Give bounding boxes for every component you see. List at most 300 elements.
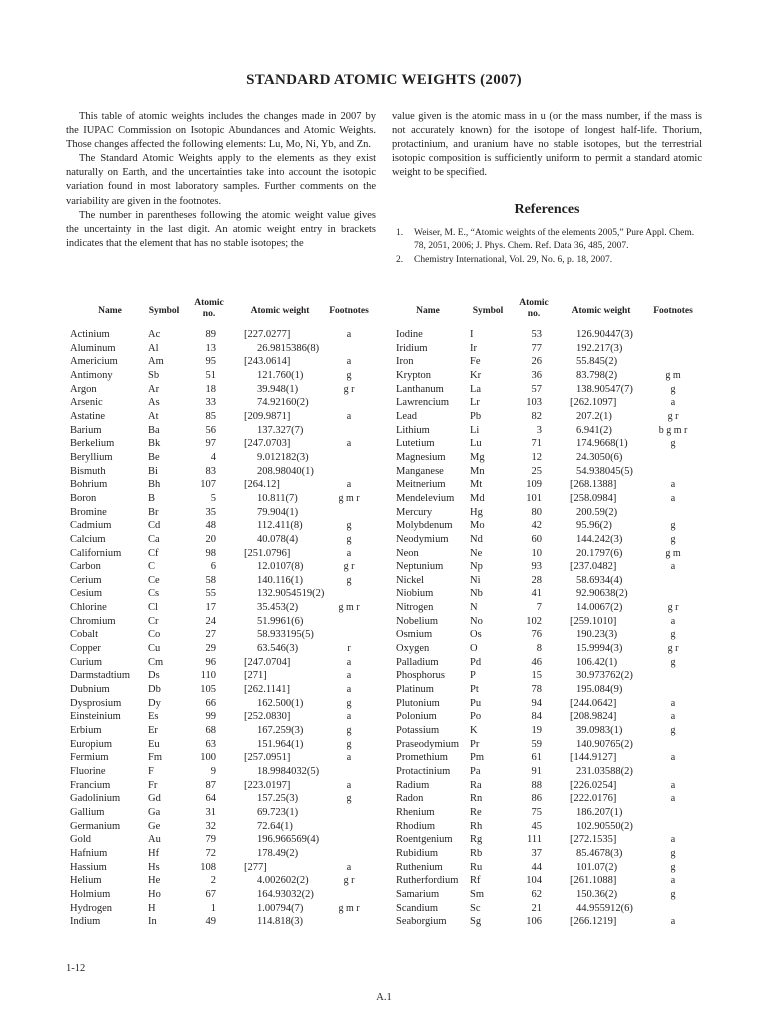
cell-atomic-no: 78 (531, 684, 542, 696)
cell-symbol: Db (148, 684, 161, 696)
cell-weight: 164.93032(2) (257, 888, 314, 900)
cell-weight: [223.0197] (244, 779, 291, 791)
cell-atomic-no: 28 (531, 574, 542, 586)
cell-footnotes: g (346, 574, 352, 586)
cell-footnotes: g (670, 383, 676, 395)
cell-weight: 114.818(3) (257, 916, 303, 928)
cell-atomic-no: 20 (205, 533, 216, 545)
cell-symbol: Rf (470, 875, 481, 887)
cell-footnotes: g r (343, 875, 355, 887)
cell-name: Californium (70, 547, 122, 559)
cell-weight: 15.9994(3) (576, 643, 623, 655)
cell-weight: 126.90447(3) (576, 329, 633, 340)
cell-weight: 74.92160(2) (257, 397, 309, 409)
cell-atomic-no: 86 (531, 793, 542, 805)
reference-text: Weiser, M. E., “Atomic weights of the elements 2005,” Pure Appl. Chem. 78, 2051, 2006; J. Phys. Chem. Ref. Data 36, 485, 2007. (414, 228, 695, 251)
cell-symbol: Li (470, 424, 480, 436)
cell-atomic-no: 32 (205, 820, 216, 832)
cell-footnotes: a (670, 492, 676, 504)
cell-atomic-no: 83 (205, 465, 216, 477)
header-atomic-no: Atomic no. (519, 298, 549, 319)
cell-footnotes: r (347, 643, 351, 655)
cell-weight: [266.1219] (570, 916, 617, 928)
cell-atomic-no: 5 (210, 492, 216, 504)
cell-weight: 30.973762(2) (576, 670, 633, 682)
references-heading: References (514, 202, 580, 217)
reference-number: 2. (396, 255, 404, 265)
cell-atomic-no: 75 (531, 806, 542, 818)
cell-weight: 58.933195(5) (257, 629, 314, 641)
cell-footnotes: g (346, 738, 352, 750)
header-symbol: Symbol (148, 306, 180, 316)
cell-symbol: Nd (470, 533, 483, 545)
cell-footnotes: g m r (338, 492, 360, 504)
page-footer: A.1 (376, 992, 392, 1003)
cell-weight: 35.453(2) (257, 602, 299, 614)
cell-name: Chromium (70, 615, 116, 627)
cell-atomic-no: 44 (531, 861, 542, 873)
header-footnotes: Footnotes (653, 306, 693, 316)
cell-footnotes: g (670, 629, 676, 641)
cell-atomic-no: 106 (526, 916, 542, 928)
cell-footnotes: a (346, 711, 352, 723)
cell-weight: 79.904(1) (257, 506, 299, 518)
cell-name: Rhodium (396, 820, 436, 832)
cell-symbol: Fm (148, 752, 163, 764)
cell-symbol: C (148, 561, 156, 573)
cell-atomic-no: 67 (205, 888, 216, 900)
cell-atomic-no: 84 (531, 711, 542, 723)
cell-atomic-no: 29 (205, 643, 216, 655)
cell-footnotes: g r (667, 643, 679, 655)
cell-weight: 101.07(2) (576, 861, 618, 873)
cell-atomic-no: 97 (205, 438, 216, 450)
cell-weight: 186.207(1) (576, 806, 623, 818)
cell-atomic-no: 110 (200, 670, 216, 682)
cell-weight: 63.546(3) (257, 643, 299, 655)
cell-symbol: P (470, 670, 476, 682)
cell-name: Bohrium (70, 479, 108, 491)
cell-weight: 157.25(3) (257, 793, 299, 805)
cell-atomic-no: 66 (205, 697, 216, 709)
cell-symbol: Co (148, 629, 161, 641)
cell-symbol: Nb (470, 588, 483, 600)
cell-symbol: Bk (148, 438, 161, 450)
cell-weight: 18.9984032(5) (257, 766, 320, 777)
cell-symbol: Mt (470, 479, 483, 491)
cell-name: Indium (70, 916, 101, 928)
cell-footnotes: b g m r (658, 424, 688, 436)
cell-atomic-no: 33 (205, 397, 216, 409)
cell-name: Einsteinium (70, 711, 121, 723)
cell-name: Radium (396, 779, 430, 791)
cell-weight: [261.1088] (570, 875, 617, 887)
intro-paragraph: The number in parentheses following the atomic weight value gives the uncertainty in the last digit. An atomic weight entry in brackets indicates that the element that has no stable isotopes; the (66, 209, 376, 249)
cell-name: Meitnerium (396, 479, 446, 491)
cell-atomic-no: 24 (205, 615, 216, 627)
cell-weight: 102.90550(2) (576, 820, 633, 832)
cell-symbol: F (148, 766, 154, 777)
cell-name: Darmstadtium (70, 670, 131, 682)
cell-atomic-no: 87 (205, 779, 216, 791)
cell-weight: [247.0703] (244, 438, 291, 450)
cell-footnotes: a (346, 656, 352, 668)
cell-symbol: Am (148, 356, 164, 368)
cell-name: Germanium (70, 820, 121, 832)
cell-name: Arsenic (70, 397, 103, 409)
cell-atomic-no: 60 (531, 533, 542, 545)
cell-footnotes: a (346, 684, 352, 696)
header-name: Name (416, 306, 440, 316)
cell-name: Potassium (396, 725, 440, 737)
cell-weight: [208.9824] (570, 711, 617, 723)
cell-atomic-no: 25 (531, 465, 542, 477)
cell-symbol: Ds (148, 670, 160, 682)
cell-atomic-no: 3 (536, 424, 542, 436)
cell-atomic-no: 61 (531, 752, 542, 764)
cell-weight: [272.1535] (570, 834, 617, 846)
cell-weight: 178.49(2) (257, 847, 299, 859)
cell-atomic-no: 100 (200, 752, 216, 764)
header-atomic-weight: Atomic weight (571, 306, 631, 316)
cell-name: Beryllium (70, 451, 113, 463)
cell-weight: 39.0983(1) (576, 725, 623, 737)
cell-atomic-no: 77 (531, 342, 542, 354)
cell-footnotes: g (346, 369, 352, 381)
cell-weight: 162.500(1) (257, 697, 304, 709)
cell-weight: 6.941(2) (576, 424, 612, 436)
cell-name: Neon (396, 547, 419, 559)
cell-weight: 83.798(2) (576, 369, 618, 381)
cell-footnotes: g r (343, 383, 355, 395)
cell-footnotes: a (346, 438, 352, 450)
cell-footnotes: a (670, 711, 676, 723)
cell-atomic-no: 96 (205, 656, 216, 668)
cell-name: Fluorine (70, 766, 106, 777)
cell-name: Americium (70, 356, 118, 368)
cell-name: Magnesium (396, 451, 446, 463)
cell-weight: 4.002602(2) (257, 875, 309, 887)
cell-footnotes: g (346, 520, 352, 532)
cell-footnotes: a (670, 397, 676, 409)
cell-symbol: Fr (148, 779, 158, 791)
cell-atomic-no: 49 (205, 916, 216, 928)
cell-name: Cadmium (70, 520, 112, 532)
cell-name: Krypton (396, 369, 431, 381)
cell-atomic-no: 108 (200, 861, 216, 873)
cell-weight: 9.012182(3) (257, 451, 309, 463)
cell-symbol: N (470, 602, 478, 614)
cell-symbol: Cf (148, 547, 159, 559)
cell-name: Helium (70, 875, 102, 887)
cell-symbol: Ga (148, 806, 161, 818)
cell-symbol: La (470, 383, 482, 395)
cell-symbol: Md (470, 492, 485, 504)
cell-weight: [209.9871] (244, 410, 291, 422)
cell-weight: 140.90765(2) (576, 738, 633, 750)
cell-atomic-no: 99 (205, 711, 216, 723)
cell-symbol: Ar (148, 383, 160, 395)
cell-name: Antimony (70, 369, 113, 381)
cell-footnotes: g m r (338, 602, 360, 614)
cell-symbol: Bh (148, 479, 161, 491)
cell-symbol: Dy (148, 697, 161, 709)
cell-footnotes: a (670, 479, 676, 491)
cell-atomic-no: 6 (210, 561, 216, 573)
cell-name: Lithium (396, 424, 430, 436)
cell-symbol: Gd (148, 793, 161, 805)
cell-name: Hafnium (70, 847, 108, 859)
cell-weight: [244.0642] (570, 697, 617, 709)
cell-footnotes: g (346, 533, 352, 545)
cell-weight: 137.327(7) (257, 424, 304, 436)
cell-name: Iridium (396, 342, 428, 354)
cell-symbol: Es (148, 711, 159, 723)
cell-weight: 40.078(4) (257, 533, 299, 545)
cell-name: Scandium (396, 902, 438, 914)
cell-weight: 196.966569(4) (257, 834, 320, 846)
reference-item (396, 254, 702, 267)
cell-symbol: Po (470, 711, 482, 723)
cell-symbol: Ra (470, 779, 482, 791)
cell-footnotes: g (670, 861, 676, 873)
header-atomic-no: Atomic no. (194, 298, 224, 319)
cell-weight: 55.845(2) (576, 356, 618, 368)
cell-footnotes: g m (665, 369, 681, 381)
cell-atomic-no: 105 (200, 684, 216, 696)
cell-name: Molybdenum (396, 520, 453, 532)
cell-atomic-no: 93 (531, 561, 542, 573)
cell-symbol: As (148, 397, 160, 409)
cell-name: Argon (70, 383, 97, 395)
cell-atomic-no: 13 (205, 342, 216, 354)
cell-weight: 167.259(3) (257, 725, 304, 737)
cell-symbol: Rh (470, 820, 483, 832)
cell-atomic-no: 12 (531, 451, 542, 463)
reference-number: 1. (396, 228, 404, 238)
cell-atomic-no: 91 (531, 766, 542, 777)
cell-name: Bromine (70, 506, 107, 518)
cell-symbol: Pb (470, 410, 482, 422)
cell-atomic-no: 45 (531, 820, 542, 832)
cell-footnotes: a (346, 670, 352, 682)
cell-name: Neptunium (396, 561, 444, 573)
cell-weight: [277] (244, 861, 267, 873)
cell-footnotes: g (346, 697, 352, 709)
intro-left-column (66, 110, 376, 251)
cell-weight: [257.0951] (244, 752, 291, 764)
cell-symbol: Pa (470, 766, 481, 777)
cell-weight: [262.1097] (570, 397, 617, 409)
cell-atomic-no: 58 (205, 574, 216, 586)
cell-footnotes: g (670, 533, 676, 545)
cell-weight: 190.23(3) (576, 629, 618, 641)
cell-symbol: Ni (470, 574, 481, 586)
cell-weight: 112.411(8) (257, 520, 303, 532)
cell-symbol: Be (148, 451, 160, 463)
cell-footnotes: g m (665, 547, 681, 559)
cell-symbol: Ge (148, 820, 161, 832)
cell-name: Rutherfordium (396, 875, 459, 887)
cell-footnotes: g (670, 520, 676, 532)
cell-atomic-no: 31 (205, 806, 216, 818)
cell-weight: 200.59(2) (576, 506, 618, 518)
cell-weight: 39.948(1) (257, 383, 299, 395)
cell-atomic-no: 35 (205, 506, 216, 518)
cell-symbol: Ne (470, 547, 483, 559)
cell-atomic-no: 95 (205, 356, 216, 368)
cell-footnotes: g (670, 438, 676, 450)
cell-footnotes: a (670, 615, 676, 627)
cell-atomic-no: 27 (205, 629, 216, 641)
cell-symbol: Au (148, 834, 161, 846)
header-atomic-weight: Atomic weight (250, 306, 310, 316)
header-symbol: Symbol (472, 306, 504, 316)
cell-weight: [271] (244, 670, 267, 682)
cell-footnotes: a (670, 561, 676, 573)
cell-atomic-no: 88 (531, 779, 542, 791)
cell-symbol: Cm (148, 656, 164, 668)
cell-name: Holmium (70, 888, 111, 900)
cell-weight: [259.1010] (570, 615, 617, 627)
cell-weight: 231.03588(2) (576, 766, 633, 777)
cell-weight: 20.1797(6) (576, 547, 623, 559)
cell-name: Plutonium (396, 697, 440, 709)
cell-atomic-no: 64 (205, 793, 216, 805)
cell-symbol: Cl (148, 602, 158, 614)
cell-symbol: He (148, 875, 161, 887)
cell-symbol: Pr (470, 738, 480, 750)
cell-name: Mercury (396, 506, 433, 518)
cell-weight: 174.9668(1) (576, 438, 628, 450)
cell-name: Roentgenium (396, 834, 453, 846)
cell-atomic-no: 56 (205, 424, 216, 436)
cell-weight: 144.242(3) (576, 533, 623, 545)
page-number: 1-12 (66, 963, 86, 974)
cell-atomic-no: 53 (531, 329, 542, 340)
references-list (396, 227, 702, 269)
cell-weight: [237.0482] (570, 561, 617, 573)
cell-symbol: In (148, 916, 157, 928)
cell-name: Copper (70, 643, 101, 655)
cell-footnotes: a (670, 697, 676, 709)
cell-symbol: Hf (148, 847, 160, 859)
cell-symbol: Ce (148, 574, 160, 586)
cell-weight: [243.0614] (244, 356, 291, 368)
cell-name: Lutetium (396, 438, 435, 450)
cell-atomic-no: 9 (210, 766, 216, 777)
cell-name: Rubidium (396, 847, 439, 859)
cell-symbol: Cu (148, 643, 161, 655)
cell-symbol: H (148, 902, 156, 914)
cell-symbol: Re (470, 806, 482, 818)
cell-atomic-no: 36 (531, 369, 542, 381)
cell-atomic-no: 111 (527, 834, 542, 846)
cell-symbol: Eu (148, 738, 160, 750)
cell-weight: 132.9054519(2) (257, 588, 325, 600)
cell-symbol: Sb (148, 369, 160, 381)
cell-symbol: Lu (470, 438, 482, 450)
cell-symbol: Cd (148, 520, 161, 532)
cell-atomic-no: 71 (531, 438, 542, 450)
cell-atomic-no: 17 (205, 602, 216, 614)
cell-atomic-no: 48 (205, 520, 216, 532)
cell-weight: [226.0254] (570, 779, 617, 791)
cell-weight: 54.938045(5) (576, 465, 633, 477)
cell-symbol: Hg (470, 506, 483, 518)
cell-weight: [222.0176] (570, 793, 617, 805)
cell-footnotes: g (670, 847, 676, 859)
cell-name: Iodine (396, 329, 423, 340)
cell-weight: 121.760(1) (257, 369, 304, 381)
cell-atomic-no: 107 (200, 479, 216, 491)
cell-symbol: Sm (470, 888, 485, 900)
cell-name: Berkelium (70, 438, 115, 450)
intro-right-column (392, 110, 702, 180)
cell-name: Praseodymium (396, 738, 459, 750)
cell-weight: [144.9127] (570, 752, 617, 764)
cell-footnotes: a (670, 875, 676, 887)
cell-symbol: Hs (148, 861, 160, 873)
cell-footnotes: a (346, 752, 352, 764)
cell-name: Cerium (70, 574, 102, 586)
cell-symbol: Ac (148, 329, 161, 340)
cell-atomic-no: 98 (205, 547, 216, 559)
cell-atomic-no: 26 (531, 356, 542, 368)
cell-footnotes: a (346, 356, 352, 368)
cell-name: Osmium (396, 629, 433, 641)
cell-symbol: Mo (470, 520, 485, 532)
cell-name: Astatine (70, 410, 105, 422)
cell-name: Francium (70, 779, 111, 791)
cell-name: Europium (70, 738, 112, 750)
cell-name: Lanthanum (396, 383, 444, 395)
cell-name: Samarium (396, 888, 440, 900)
cell-atomic-no: 37 (531, 847, 542, 859)
cell-weight: [262.1141] (244, 684, 290, 696)
cell-footnotes: a (346, 861, 352, 873)
cell-name: Phosphorus (396, 670, 446, 682)
cell-name: Calcium (70, 533, 106, 545)
cell-symbol: Np (470, 561, 483, 573)
cell-symbol: B (148, 492, 156, 504)
cell-name: Nobelium (396, 615, 438, 627)
cell-atomic-no: 21 (531, 902, 542, 914)
cell-atomic-no: 2 (210, 875, 216, 887)
cell-symbol: Lr (470, 397, 480, 409)
cell-weight: 150.36(2) (576, 888, 618, 900)
cell-atomic-no: 89 (205, 329, 216, 340)
cell-symbol: Cs (148, 588, 160, 600)
cell-name: Polonium (396, 711, 437, 723)
cell-atomic-no: 1 (210, 902, 216, 914)
cell-weight: 26.9815386(8) (257, 342, 320, 354)
cell-weight: 151.964(1) (257, 738, 304, 750)
cell-name: Cobalt (70, 629, 98, 641)
cell-symbol: Rb (470, 847, 483, 859)
cell-weight: 12.0107(8) (257, 561, 304, 573)
cell-name: Barium (70, 424, 102, 436)
cell-name: Bismuth (70, 465, 106, 477)
cell-atomic-no: 76 (531, 629, 542, 641)
cell-weight: [247.0704] (244, 656, 291, 668)
cell-weight: [251.0796] (244, 547, 291, 559)
cell-name: Gallium (70, 806, 105, 818)
cell-atomic-no: 42 (531, 520, 542, 532)
cell-weight: 14.0067(2) (576, 602, 623, 614)
cell-name: Radon (396, 793, 424, 805)
cell-name: Gold (70, 834, 91, 846)
